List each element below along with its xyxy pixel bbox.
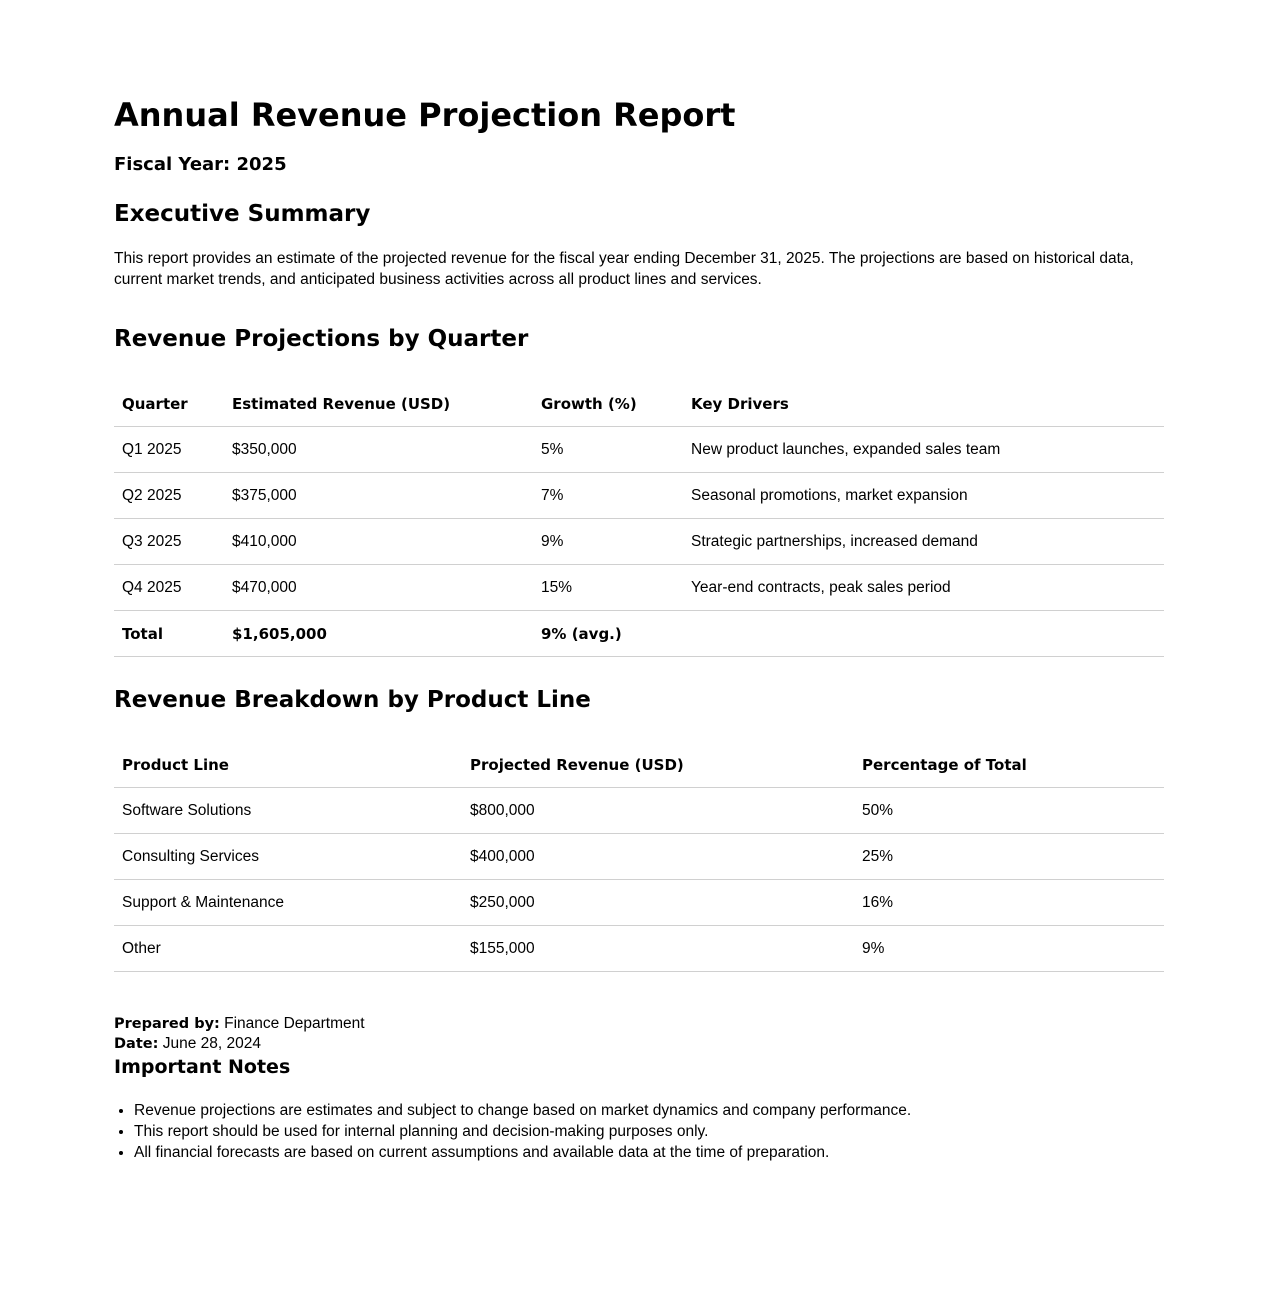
column-header: Key Drivers <box>683 381 1164 427</box>
list-item: • Revenue projections are estimates and subject to change based on market dynamics and company performance. <box>134 1100 1164 1121</box>
product-line-cell: Support & Maintenance <box>114 880 462 926</box>
percentage-cell: 9% <box>854 926 1164 972</box>
date-line <box>114 1034 1164 1054</box>
column-header: Percentage of Total <box>854 742 1164 788</box>
list-item: • This report should be used for internal planning and decision-making purposes only. <box>134 1121 1164 1142</box>
column-header: Quarter <box>114 381 224 427</box>
growth-cell: 5% <box>533 427 683 473</box>
revenue-cell: $350,000 <box>224 427 533 473</box>
projected-revenue-cell: $250,000 <box>462 880 854 926</box>
executive-summary-text: This report provides an estimate of the projected revenue for the fiscal year ending December 31, 2025. The projections are based on historical data, current market trends, and anticipated business activities across all product lines and services. <box>114 250 1134 288</box>
total-growth-cell: 9% (avg.) <box>533 611 683 657</box>
report-page <box>114 0 1164 1163</box>
table-row <box>114 427 1164 473</box>
growth-cell: 9% <box>533 519 683 565</box>
date-label: Date: <box>114 1036 159 1052</box>
prepared-by-label: Prepared by: <box>114 1016 220 1032</box>
total-drivers-cell <box>683 611 1164 657</box>
total-revenue-cell: $1,605,000 <box>224 611 533 657</box>
product-line-cell: Software Solutions <box>114 788 462 834</box>
table-header-row <box>114 742 1164 788</box>
table-row <box>114 519 1164 565</box>
list-item: • All financial forecasts are based on current assumptions and available data at the time of preparation. <box>134 1142 1164 1163</box>
quarter-cell: Q4 2025 <box>114 565 224 611</box>
report-title: Annual Revenue Projection Report <box>114 96 736 134</box>
executive-summary-heading: Executive Summary <box>114 201 371 227</box>
quarter-cell: Q2 2025 <box>114 473 224 519</box>
growth-cell: 15% <box>533 565 683 611</box>
fiscal-year: Fiscal Year: 2025 <box>114 154 287 175</box>
projected-revenue-cell: $800,000 <box>462 788 854 834</box>
product-line-cell: Other <box>114 926 462 972</box>
product-breakdown-table <box>114 742 1164 972</box>
total-row <box>114 611 1164 657</box>
revenue-cell: $375,000 <box>224 473 533 519</box>
projected-revenue-cell: $400,000 <box>462 834 854 880</box>
revenue-cell: $470,000 <box>224 565 533 611</box>
growth-cell: 7% <box>533 473 683 519</box>
column-header: Product Line <box>114 742 462 788</box>
important-notes-heading: Important Notes <box>114 1056 291 1078</box>
table-row <box>114 926 1164 972</box>
table-row <box>114 880 1164 926</box>
prepared-by-line <box>114 1014 1164 1034</box>
percentage-cell: 16% <box>854 880 1164 926</box>
drivers-cell: Year-end contracts, peak sales period <box>683 565 1164 611</box>
percentage-cell: 50% <box>854 788 1164 834</box>
table-row <box>114 788 1164 834</box>
drivers-cell: Strategic partnerships, increased demand <box>683 519 1164 565</box>
quarter-cell: Q1 2025 <box>114 427 224 473</box>
table-row <box>114 565 1164 611</box>
product-line-cell: Consulting Services <box>114 834 462 880</box>
projected-revenue-cell: $155,000 <box>462 926 854 972</box>
column-header: Projected Revenue (USD) <box>462 742 854 788</box>
column-header: Estimated Revenue (USD) <box>224 381 533 427</box>
report-metadata <box>114 1014 1164 1054</box>
drivers-cell: New product launches, expanded sales team <box>683 427 1164 473</box>
revenue-cell: $410,000 <box>224 519 533 565</box>
product-breakdown-heading: Revenue Breakdown by Product Line <box>114 687 591 713</box>
important-notes-list <box>114 1100 1164 1163</box>
quarter-cell: Q3 2025 <box>114 519 224 565</box>
table-row <box>114 473 1164 519</box>
column-header: Growth (%) <box>533 381 683 427</box>
quarter-projections-table <box>114 381 1164 657</box>
total-label-cell: Total <box>114 611 224 657</box>
prepared-by-value: Finance Department <box>224 1015 365 1032</box>
drivers-cell: Seasonal promotions, market expansion <box>683 473 1164 519</box>
quarter-projections-heading: Revenue Projections by Quarter <box>114 326 529 352</box>
date-value: June 28, 2024 <box>162 1035 261 1052</box>
percentage-cell: 25% <box>854 834 1164 880</box>
table-row <box>114 834 1164 880</box>
table-header-row <box>114 381 1164 427</box>
